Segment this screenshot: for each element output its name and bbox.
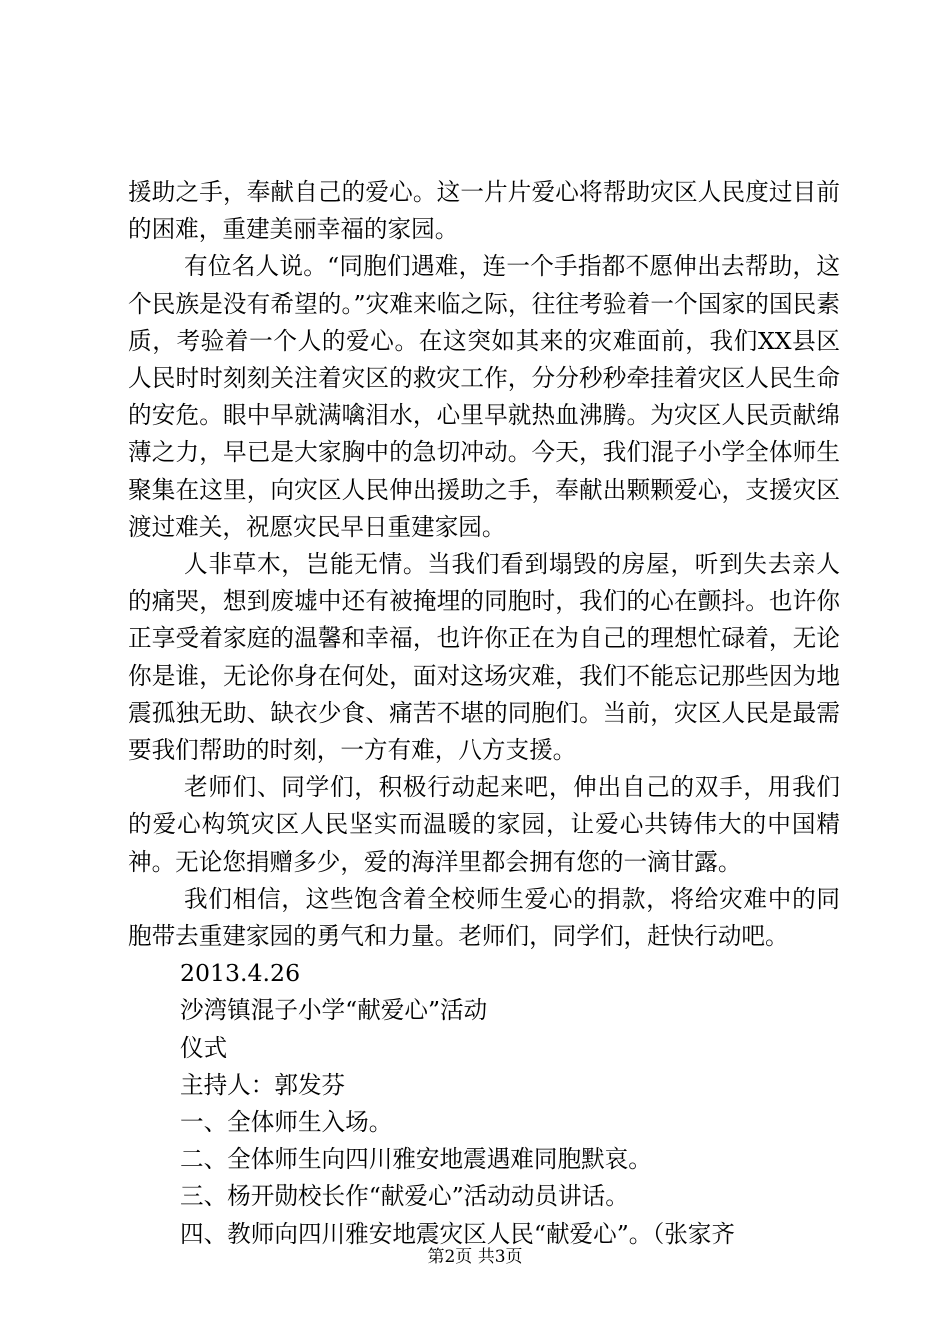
document-date: 2013.4.26 bbox=[180, 959, 301, 988]
ceremony-title: 沙湾镇混子小学“献爱心”活动 bbox=[180, 996, 488, 1025]
program-item: 一、全体师生入场。 bbox=[180, 1108, 393, 1137]
page-footer: 第2页 共3页 bbox=[427, 1247, 523, 1267]
program-item: 三、杨开勋校长作“献爱心”活动动员讲话。 bbox=[180, 1182, 629, 1211]
ceremony-subtitle: 仪式 bbox=[180, 1033, 228, 1062]
paragraph-closing: 我们相信，这些饱含着全校师生爱心的捐款，将给灾难中的同胞带去重建家园的勇气和力量。老师们，同学们，赶快行动吧。 bbox=[128, 884, 840, 951]
program-item: 二、全体师生向四川雅安地震遇难同胞默哀。 bbox=[180, 1145, 652, 1174]
paragraph-empathy: 人非草木，岂能无情。当我们看到塌毁的房屋，听到失去亲人的痛哭，想到废墟中还有被掩埋的同胞时，我们的心在颤抖。也许你正享受着家庭的温馨和幸福，也许你正在为自己的理想忙碌着，无论你是谁，无论你身在何处，面对这场灾难，我们不能忘记那些因为地震孤独无助、缺衣少食、痛苦不堪的同胞们。当前，灾区人民是最需要我们帮助的时刻，一方有难，八方支援。 bbox=[128, 550, 840, 765]
program-item: 四、教师向四川雅安地震灾区人民“献爱心”。（张家齐 bbox=[180, 1219, 735, 1248]
paragraph-quote: 有位名人说。“同胞们遇难，连一个手指都不愿伸出去帮助，这个民族是没有希望的。”灾难来临之际，往往考验着一个国家的国民素质，考验着一个人的爱心。在这突如其来的灾难面前，我们XX县区人民时时刻刻关注着灾区的救灾工作，分分秒秒牵挂着灾区人民生命的安危。眼中早就满噙泪水，心里早就热血沸腾。为灾区人民贡献绵薄之力，早已是大家胸中的急切冲动。今天，我们混子小学全体师生聚集在这里，向灾区人民伸出援助之手，奉献出颗颗爱心，支援灾区渡过难关，祝愿灾民早日重建家园。 bbox=[128, 252, 840, 541]
ceremony-host: 主持人：郭发芬 bbox=[180, 1070, 346, 1099]
paragraph-continuation: 援助之手，奉献自己的爱心。这一片片爱心将帮助灾区人民度过目前的困难，重建美丽幸福的家园。 bbox=[128, 178, 840, 244]
document-body bbox=[128, 174, 840, 1253]
paragraph-call-to-action: 老师们、同学们，积极行动起来吧，伸出自己的双手，用我们的爱心构筑灾区人民坚实而温暖的家园，让爱心共铸伟大的中国精神。无论您捐赠多少，爱的海洋里都会拥有您的一滴甘露。 bbox=[128, 773, 840, 876]
